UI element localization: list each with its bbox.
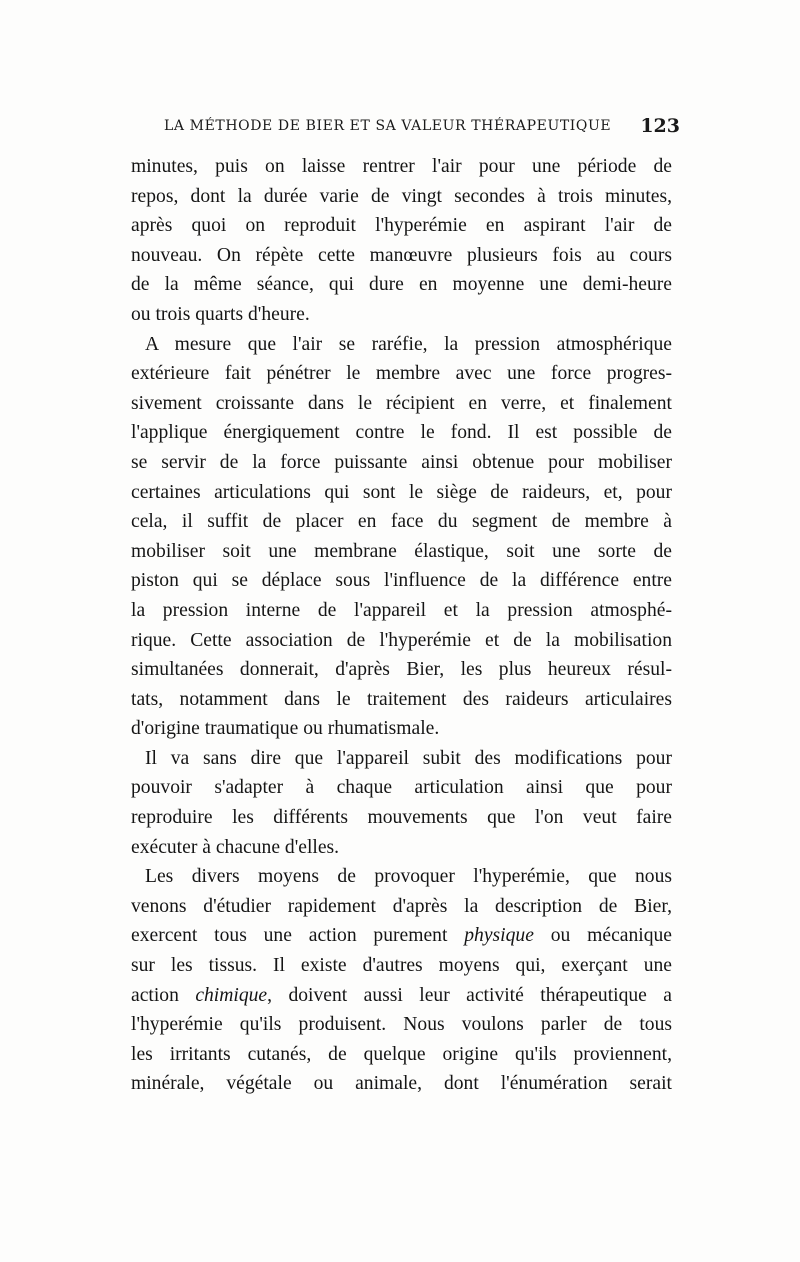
text-line: la pression interne de l'appareil et la pression atmosphé- — [131, 599, 672, 621]
text-line: Il va sans dire que l'appareil subit des modifications pour — [145, 747, 672, 769]
text-line: Les divers moyens de provoquer l'hyperémie, que nous — [145, 866, 672, 888]
paragraph — [131, 862, 672, 1099]
text-line: l'applique énergiquement contre le fond. Il est possible de — [131, 422, 672, 444]
text-run: action — [131, 984, 196, 1006]
paragraph — [131, 330, 672, 744]
text-line: les irritants cutanés, de quelque origine qu'ils proviennent, — [131, 1043, 672, 1065]
text-line: exécuter à chacune d'elles. — [131, 836, 340, 858]
text-line: A mesure que l'air se raréfie, la pression atmosphérique — [145, 333, 672, 355]
emphasis-physique: physique — [464, 925, 534, 947]
text-line: venons d'étudier rapidement d'après la description de Bier, — [131, 895, 672, 917]
text-run: , doivent aussi leur activité thérapeutique a — [267, 984, 672, 1006]
body-text — [131, 152, 672, 1099]
text-run: ou mécanique — [533, 925, 672, 947]
text-line: nouveau. On répète cette manœuvre plusieurs fois au cours — [131, 244, 672, 266]
text-line: après quoi on reproduit l'hyperémie en aspirant l'air de — [131, 215, 672, 237]
text-line: l'hyperémie qu'ils produisent. Nous voulons parler de tous — [131, 1014, 672, 1036]
text-line: simultanées donnerait, d'après Bier, les plus heureux résul- — [131, 659, 672, 681]
text-line: minérale, végétale ou animale, dont l'énumération serait — [131, 1073, 672, 1095]
text-line: se servir de la force puissante ainsi obtenue pour mobiliser — [131, 451, 672, 473]
text-line: minutes, puis on laisse rentrer l'air pour une période de — [131, 156, 672, 177]
text-line: de la même séance, qui dure en moyenne une demi-heure — [131, 274, 672, 296]
text-line: tats, notamment dans le traitement des raideurs articulaires — [131, 688, 672, 710]
text-line: mobiliser soit une membrane élastique, soit une sorte de — [131, 540, 672, 562]
text-line: sur les tissus. Il existe d'autres moyens qui, exerçant une — [131, 955, 672, 977]
text-line: cela, il suffit de placer en face du segment de membre à — [131, 511, 672, 533]
text-line: extérieure fait pénétrer le membre avec une force progres- — [131, 363, 672, 385]
text-line: d'origine traumatique ou rhumatismale. — [131, 718, 440, 740]
running-title: LA MÉTHODE DE BIER ET SA VALEUR THÉRAPEUTIQUE — [164, 118, 612, 134]
text-line: reproduire les différents mouvements que l'on veut faire — [131, 807, 672, 829]
text-run: exercent tous une action purement — [131, 925, 465, 947]
text-line: sivement croissante dans le récipient en verre, et finalement — [131, 392, 672, 414]
text-line: certaines articulations qui sont le siège de raideurs, et, pour — [131, 481, 672, 503]
emphasis-chimique: chimique — [195, 984, 268, 1006]
text-line: ou trois quarts d'heure. — [131, 303, 310, 325]
text-line: piston qui se déplace sous l'influence de la différence entre — [131, 570, 672, 592]
text-line: rique. Cette association de l'hyperémie et de la mobilisation — [131, 629, 672, 651]
text-line — [131, 921, 672, 951]
paragraph — [131, 152, 672, 330]
text-line: pouvoir s'adapter à chaque articulation ainsi que pour — [131, 777, 672, 799]
paragraph — [131, 744, 672, 862]
page-number: 123 — [640, 115, 680, 137]
text-line: repos, dont la durée varie de vingt secondes à trois minutes, — [131, 185, 672, 207]
text-line — [131, 981, 672, 1011]
